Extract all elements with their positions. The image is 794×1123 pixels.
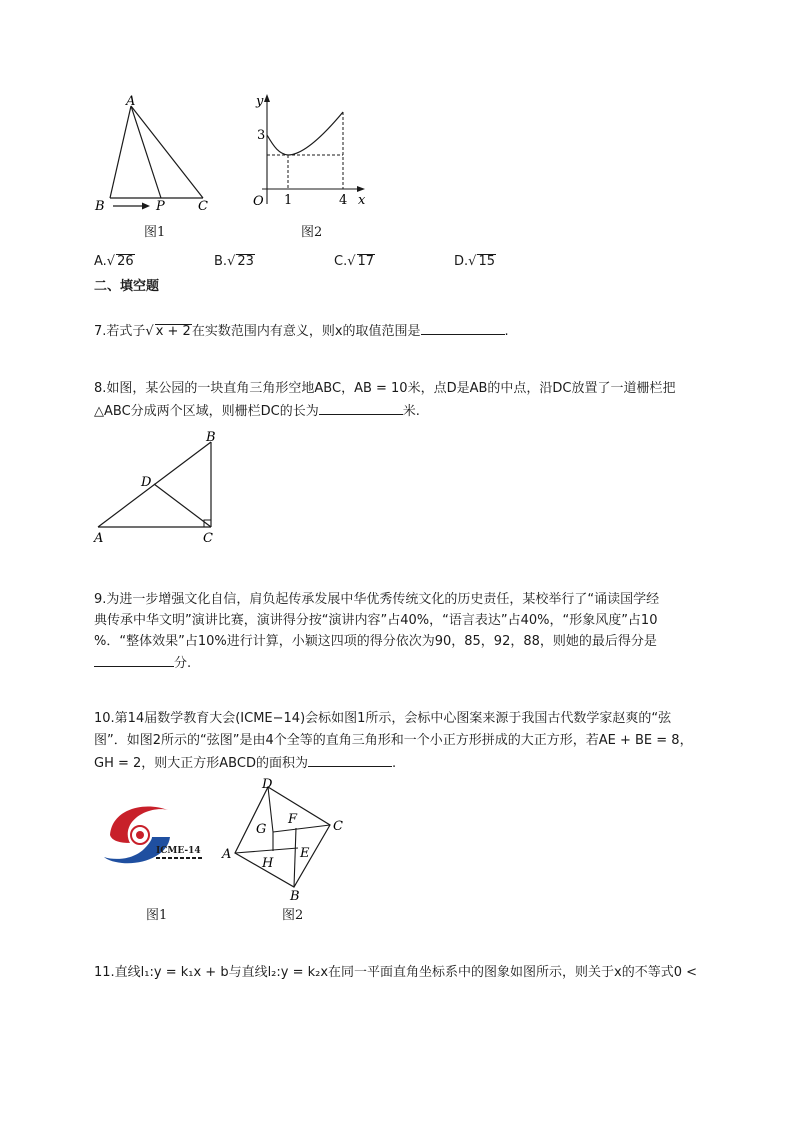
icme-logo <box>100 803 208 869</box>
origin-label: O <box>253 194 264 209</box>
q8-triangle-figure <box>90 428 230 548</box>
label-d: D <box>262 777 273 792</box>
tick-4: 4 <box>339 193 348 208</box>
question-9-line1: 9.为进一步增强文化自信，肩负起传承发展中华优秀传统文化的历史责任，某校举行了“诵读国学经 <box>94 592 660 607</box>
question-7: 7.若式子√ x + 2在实数范围内有意义，则x的取值范围是 . <box>94 320 509 342</box>
label-h: H <box>262 856 274 871</box>
label-a: A <box>94 531 104 546</box>
option-c[interactable]: C.√ 17 <box>334 254 375 269</box>
label-a: A <box>222 847 232 862</box>
label-a: A <box>126 94 136 109</box>
q10-fig2-caption: 图2 <box>282 908 304 923</box>
answer-blank-7[interactable] <box>421 320 505 335</box>
label-c: C <box>203 531 213 546</box>
fig2-caption: 图2 <box>301 225 323 240</box>
question-8-line2: △ABC分成两个区域，则栅栏DC的长为 米. <box>94 400 420 422</box>
option-a[interactable]: A.√ 26 <box>94 254 134 269</box>
q10-fig1-caption: 图1 <box>146 908 168 923</box>
question-10-line1: 10.第14届数学教育大会(ICME−14)会标如图1所示，会标中心图案来源于我国古代数学家赵爽的“弦 <box>94 711 672 726</box>
question-9-line2: 典传承中华文明”演讲比赛，演讲得分按“演讲内容”占40%，“语言表达”占40%，“形象风度”占10 <box>94 613 658 628</box>
fig1-caption: 图1 <box>144 225 166 240</box>
label-g: G <box>256 822 267 837</box>
question-9-line4: 分. <box>94 652 191 674</box>
question-9-line3: %．“整体效果”占10%进行计算，小颖这四项的得分依次为90，85，92，88，则她的最后得分是 <box>94 634 657 649</box>
question-8-line1: 8.如图，某公园的一块直角三角形空地ABC，AB = 10米，点D是AB的中点，沿DC放置了一道栅栏把 <box>94 381 676 396</box>
section-title: 二、填空题 <box>94 279 160 294</box>
question-11-line1: 11.直线l₁:y = k₁x + b与直线l₂:y = k₂x在同一平面直角坐标系中的图象如图所示，则关于x的不等式0 < <box>94 965 698 980</box>
label-f: F <box>288 812 298 827</box>
question-10-line2: 图”．如图2所示的“弦图”是由4个全等的直角三角形和一个小正方形拼成的大正方形，若AE + BE = 8， <box>94 733 693 748</box>
label-b: B <box>95 199 105 214</box>
fig2-graph-top <box>248 92 373 217</box>
zhao-shuang-figure <box>218 776 348 904</box>
option-d[interactable]: D.√ 15 <box>454 254 495 269</box>
tick-3: 3 <box>257 128 266 143</box>
logo-text: ICME-14 <box>156 846 201 856</box>
label-p: P <box>156 199 165 214</box>
answer-blank-9[interactable] <box>94 652 174 667</box>
tick-1: 1 <box>284 193 293 208</box>
answer-blank-8[interactable] <box>319 400 403 415</box>
label-c: C <box>333 819 343 834</box>
fig1-triangle-top <box>88 92 218 217</box>
question-10-line3: GH = 2，则大正方形ABCD的面积为 . <box>94 752 396 774</box>
option-b[interactable]: B.√ 23 <box>214 254 254 269</box>
axis-y-label: y <box>256 94 264 109</box>
answer-blank-10[interactable] <box>308 752 392 767</box>
label-c: C <box>198 199 208 214</box>
label-b: B <box>206 430 216 445</box>
label-d: D <box>141 475 152 490</box>
label-b: B <box>290 889 300 904</box>
label-e: E <box>300 846 310 861</box>
axis-x-label: x <box>358 193 366 208</box>
